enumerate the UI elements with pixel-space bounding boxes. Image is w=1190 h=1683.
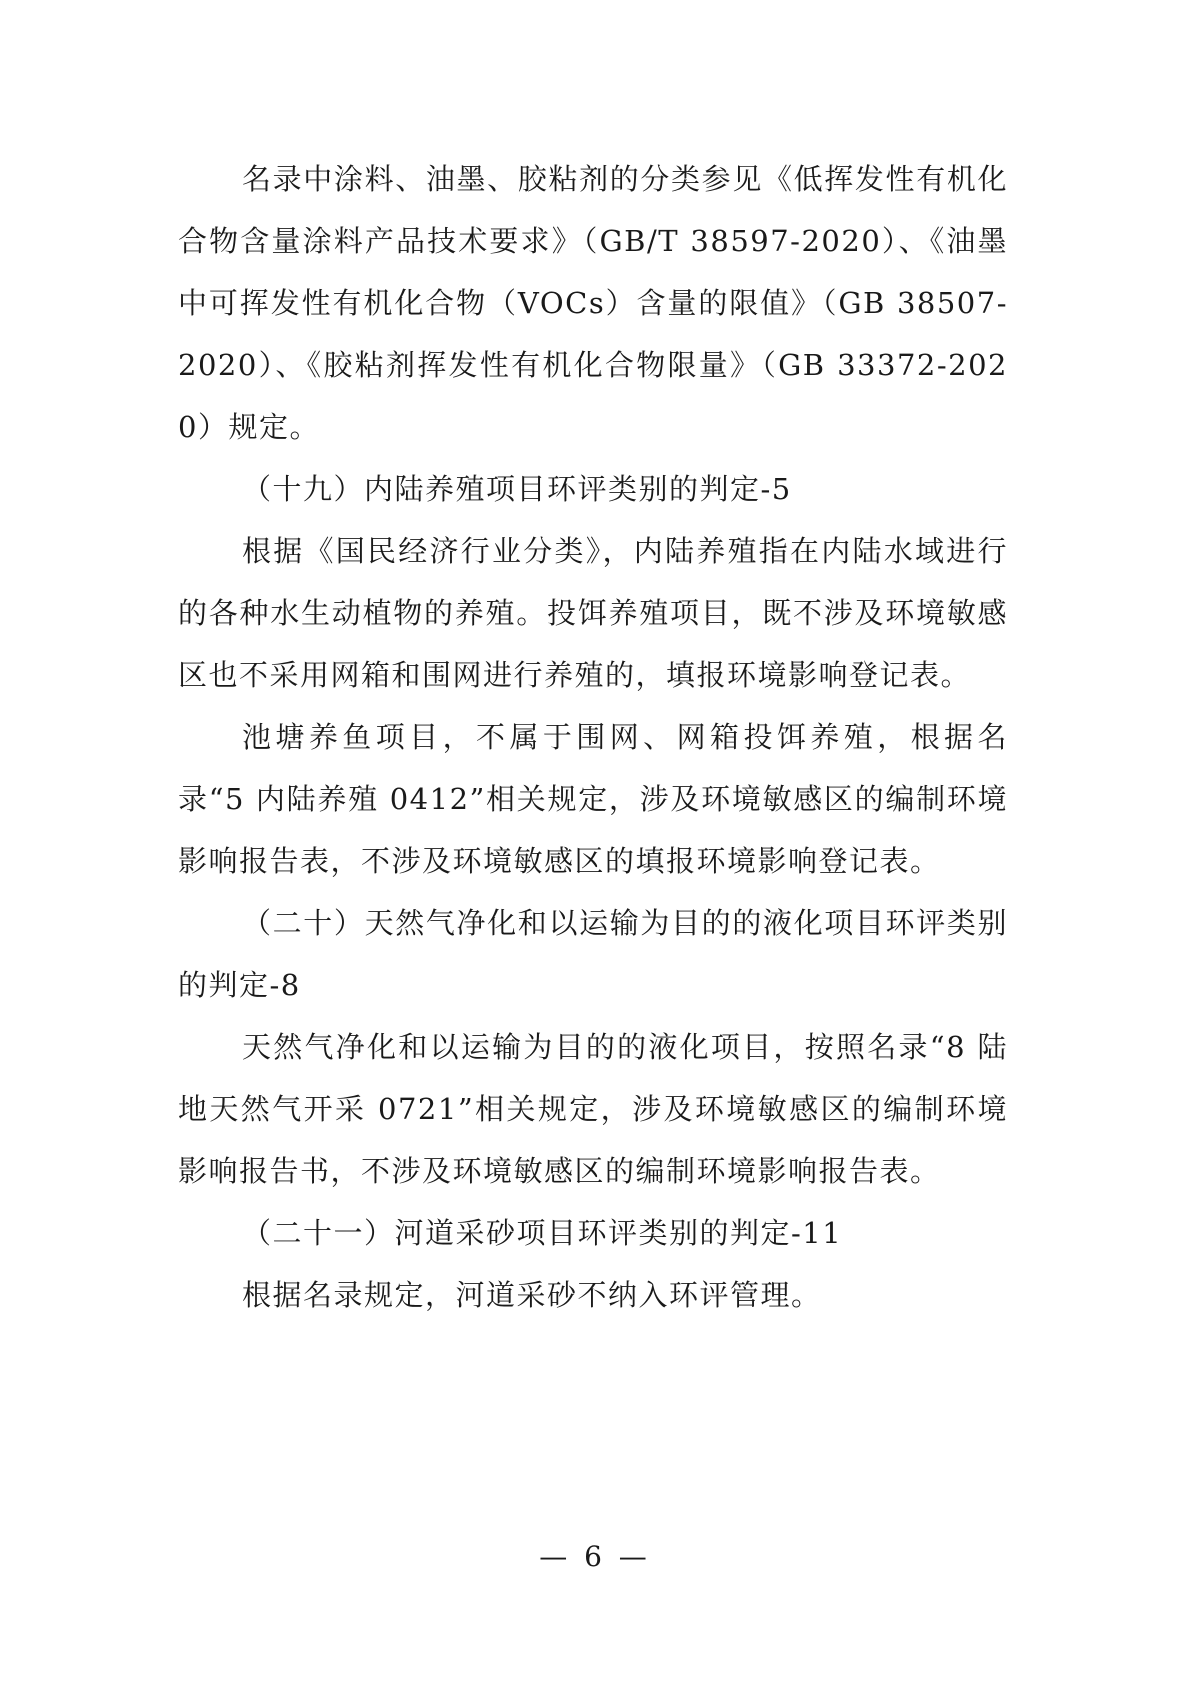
paragraph-inland-aquaculture-definition: 根据《国民经济行业分类》，内陆养殖指在内陆水域进行的各种水生动植物的养殖。投饵养殖项目，既不涉及环境敏感区也不采用网箱和围网进行养殖的，填报环境影响登记表。 [178,534,1008,692]
paragraph-river-sand-mining: 根据名录规定，河道采砂不纳入环评管理。 [242,1278,822,1312]
section-heading-20: （二十）天然气净化和以运输为目的的液化项目环评类别的判定-8 [178,906,1008,1002]
paragraph-pond-fish-farming: 池塘养鱼项目，不属于围网、网箱投饵养殖，根据名录“5 内陆养殖 0412”相关规定，涉及环境敏感区的编制环境影响报告表，不涉及环境敏感区的填报环境影响登记表。 [178,720,1008,878]
section-heading-19: （十九）内陆养殖项目环评类别的判定-5 [242,472,792,506]
page-number: — 6 — [539,1540,651,1573]
document-body [178,148,1008,1326]
section-heading-21: （二十一）河道采砂项目环评类别的判定-11 [242,1216,843,1250]
paragraph-natural-gas-purification: 天然气净化和以运输为目的的液化项目，按照名录“8 陆地天然气开采 0721”相关规定，涉及环境敏感区的编制环境影响报告书，不涉及环境敏感区的编制环境影响报告表。 [178,1030,1008,1188]
paragraph-coatings-classification: 名录中涂料、油墨、胶粘剂的分类参见《低挥发性有机化合物含量涂料产品技术要求》（GB/T 38597-2020）、《油墨中可挥发性有机化合物（VOCs）含量的限值》（GB 38507-2020）、《胶粘剂挥发性有机化合物限量》（GB 33372-2020）规定。 [178,162,1008,444]
